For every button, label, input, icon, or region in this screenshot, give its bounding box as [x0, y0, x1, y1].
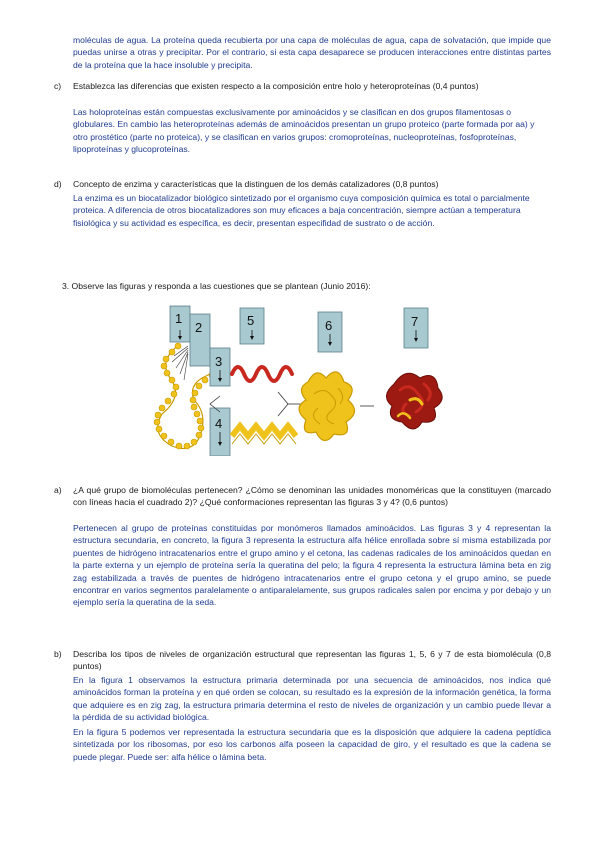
svg-text:6: 6	[325, 318, 333, 333]
question-d-answer: La enzima es un biocatalizador biológico sintetizado por el organismo cuya composición química es total o parcialmente proteica. A diferencia de otros biocatalizadores son muy eficaces a baja concentración, siempre actúan a temperatura fisiológica y su actividad es específica, es decir, presentan especifidad de sustrato o de acción.	[73, 193, 530, 228]
figure-box-3	[210, 348, 230, 386]
quaternary-structure	[386, 373, 442, 429]
svg-text:3: 3	[215, 354, 223, 369]
protein-structure-figure	[148, 304, 450, 456]
figure-box-5	[240, 308, 264, 344]
question-c-answer: Las holoproteínas están compuestas exclusivamente por aminoácidos y se clasifican en dos grupos filamentosas o globulares. En cambio las heteroproteínas además de aminoácidos presentan un grupo proteico (parte formada por aa) y otro prostético (parte no proteica), y se clasifican en varios grupos: cromoproteínas, nucleoproteínas, fosfoproteínas, lipoproteínas y glucoproteínas.	[73, 107, 535, 155]
question-c-label: c)	[54, 81, 62, 91]
question-a-text: ¿A qué grupo de biomoléculas pertenecen? ¿Cómo se denominan las unidades monoméricas que la constituyen (marcado con líneas hacia el cuadrado 2)? ¿Qué conformaciones representan las figuras 3 y 4? (0,6 puntos)	[73, 485, 551, 508]
figure-box-6	[318, 312, 342, 352]
question-a-answer: Pertenecen al grupo de proteínas constituidas por monómeros llamados aminoácidos. Las figuras 3 y 4 representan la estructura secundaria, en concreto, la figura 3 representa la estructura alfa hélice enrollada sobre sí misma estabilizada por puentes de hidrógeno intracatenarios entre el grupo amino y el cetona, las cadenas radicales de los aminoácidos quedan en la parte externa y un ejemplo de proteína sería la queratina del pelo; la figura 4 representa la estructura lámina beta en zig zag estabilizada a través de puentes de hidrógeno intracatenarios entre el grupo cetona y el grupo amino, se puede encontrar en varios segmentos paralelamente o antiparalelamente, sus grupos radicales salen por encima y por debajo y un ejemplo sería la queratina de la seda.	[73, 523, 551, 608]
question-c-text: Establezca las diferencias que existen respecto a la composición entre holo y heteroproteínas (0,4 puntos)	[73, 81, 479, 91]
question-d-text: Concepto de enzima y características que la distinguen de los demás catalizadores (0,8 puntos)	[73, 179, 439, 189]
figure-box-2	[190, 314, 210, 366]
question-b-text: Describa los tipos de niveles de organización estructural que representan las figuras 1, 5, 6 y 7 de esta biomolécula (0,8 puntos)	[73, 649, 551, 672]
question-b-answer-1: En la figura 1 observamos la estructura primaria determinada por una secuencia de aminoácidos, nos indica qué aminoácidos forman la proteína y en qué orden se colocan, su resultado es la expresión de la información genética, la forma que adquiere es en zig zag, la estructura primaria determina el resto de niveles de organización y un cambio puede llevar a la pérdida de su actividad biológica.	[73, 675, 551, 723]
question-b-answer-2: En la figura 5 podemos ver representada la estructura secundaria que es la disposición que adquiere la cadena peptídica sintetizada por los ribosomas, por eso los carbonos alfa poseen la capacidad de giro, y el resultado es que la cadena se puede plegar. Puede ser: alfa hélice o lámina beta.	[73, 727, 551, 762]
beta-sheet	[232, 426, 296, 444]
svg-text:5: 5	[247, 313, 255, 328]
svg-text:7: 7	[411, 314, 419, 329]
exercise-3-heading: 3. Observe las figuras y responda a las cuestiones que se plantean (Junio 2016):	[62, 281, 371, 291]
svg-text:1: 1	[175, 311, 183, 326]
figure-box-7	[404, 308, 428, 348]
svg-text:4: 4	[215, 416, 223, 431]
question-b-label: b)	[54, 649, 62, 659]
svg-text:2: 2	[195, 320, 203, 335]
figure-box-4	[210, 408, 230, 456]
question-d-label: d)	[54, 179, 62, 189]
question-a-label: a)	[54, 485, 62, 495]
intro-answer: moléculas de agua. La proteína queda recubierta por una capa de moléculas de agua, capa de solvatación, que impide que puedas unirse a otras y precipitar. Por el contrario, si esta capa desaparece se producen interacciones entre distintas partes de la proteína que la hace insoluble y precipita.	[73, 35, 551, 70]
tertiary-structure	[299, 372, 355, 441]
figure-box-1	[170, 306, 190, 342]
alpha-helix	[232, 367, 292, 381]
